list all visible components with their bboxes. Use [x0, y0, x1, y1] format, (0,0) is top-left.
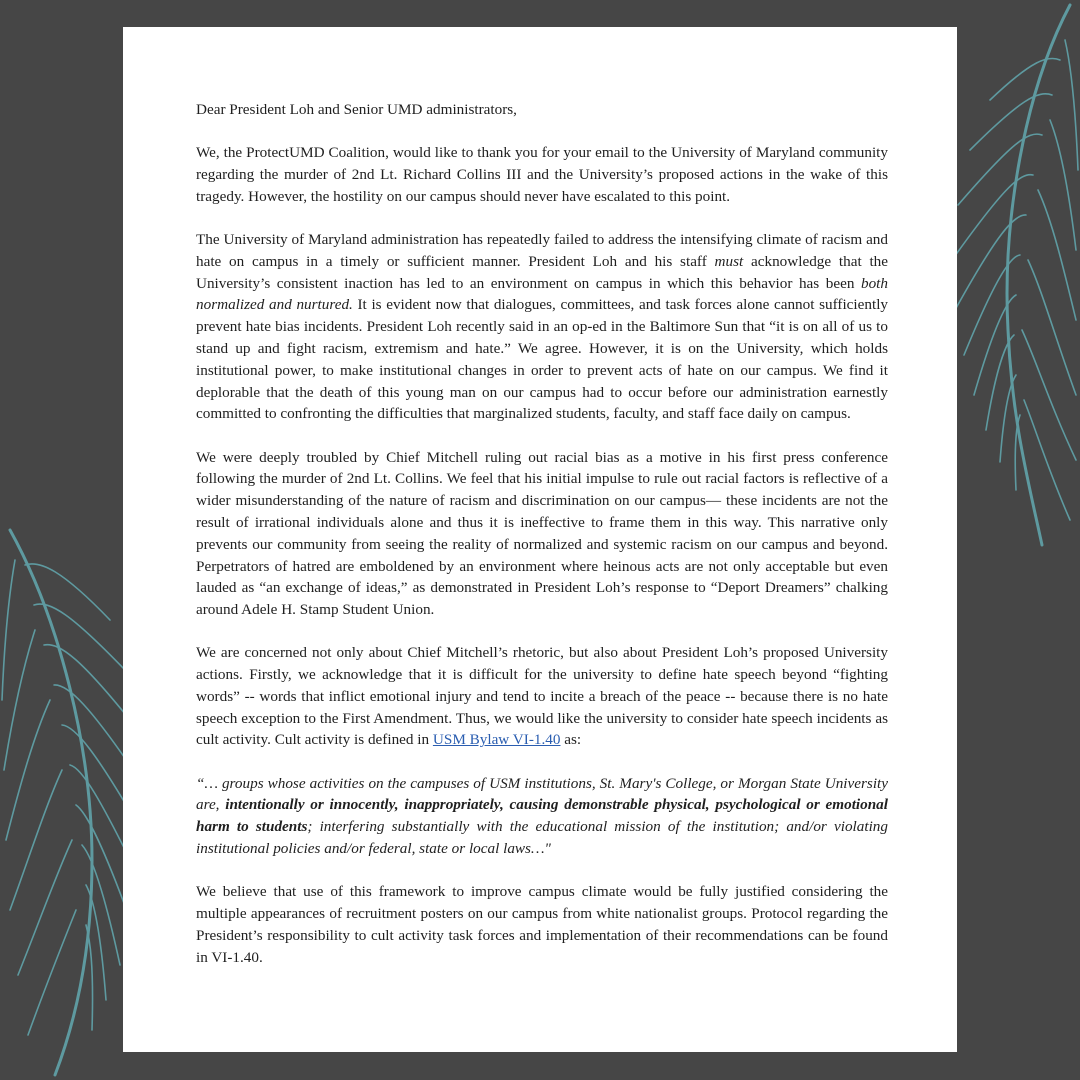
- quote-bold-text: intentionally or innocently, inappropriately, causing demonstrable physical, psychological or emotional harm to students: [196, 796, 889, 836]
- paragraph-4-text-a: We are concerned not only about Chief Mitchell’s rhetoric, but also about President Loh’s proposed University actions. Firstly, we acknowledge that it is difficult for the university to define hate speech beyond “fighting words” -- words that inflict emotional injury and tend to incite a breach of the peace -- because there is no hate speech exception to the First Amendment. Thus, we would like the university to consider hate speech incidents as cult activity. Cult activity is defined in: [196, 644, 888, 749]
- letter-greeting: Dear President Loh and Senior UMD administrators,: [196, 101, 517, 118]
- paragraph-2-emphasis-normalized: both normalized and nurtured.: [196, 274, 888, 314]
- letter-paragraph-5: We believe that use of this framework to improve campus climate would be fully justified considering the multiple appearances of recruitment posters on our campus from white nationalist groups. Protocol regarding the President’s responsibility to cult activity task forces and implementation of their recommendations can be found in VI-1.40.: [196, 883, 888, 966]
- bylaw-quote: [196, 773, 888, 860]
- letter-paragraph-1: We, the ProtectUMD Coalition, would like to thank you for your email to the University of Maryland community regarding the murder of 2nd Lt. Richard Collins III and the University’s proposed actions in the wake of this tragedy. However, the hostility on our campus should never have escalated to this point.: [196, 144, 888, 205]
- letter-paragraph-3: We were deeply troubled by Chief Mitchell ruling out racial bias as a motive in his first press conference following the murder of 2nd Lt. Collins. We feel that his initial impulse to rule out racial factors is reflective of a wider misunderstanding of the nature of racism and discrimination on our campus— these incidents are not the result of irrational individuals alone and thus it is ineffective to frame them in this way. This narrative only prevents our community from seeing the reality of normalized and systemic racism on our campus and beyond. Perpetrators of hatred are emboldened by an environment where heinous acts are not only acceptable but even lauded as “an exchange of ideas,” as demonstrated in President Loh’s response to “Deport Dreamers” chalking around Adele H. Stamp Student Union.: [196, 448, 888, 619]
- letter-page: [123, 27, 957, 1052]
- quote-text-a: “… groups whose activities on the campuses of USM institutions, St. Mary's College, or Morgan State University are,: [196, 774, 888, 814]
- usm-bylaw-link[interactable]: USM Bylaw VI-1.40: [432, 731, 561, 749]
- quote-text-b: ; interfering substantially with the educational mission of the institution; and/or violating institutional policies and/or federal, state or local laws…": [196, 818, 888, 858]
- paragraph-2-text-b: acknowledge that the University’s consistent inaction has led to an environment on campus in which this behavior has been: [196, 252, 888, 292]
- paragraph-2-text-a: The University of Maryland administration has repeatedly failed to address the intensifying climate of racism and hate on campus in a timely or sufficient manner. President Loh and his staff: [196, 230, 888, 270]
- paragraph-2-emphasis-must: must: [714, 252, 744, 270]
- paragraph-4-text-b: as:: [560, 731, 582, 749]
- paragraph-2-text-c: It is evident now that dialogues, committees, and task forces alone cannot sufficiently prevent hate bias incidents. President Loh recently said in an op-ed in the Baltimore Sun that “it is on all of us to stand up and fight racism, extremism and hate.” We agree. However, it is on the University, which holds institutional power, to make institutional changes in order to prevent acts of hate on our campus. We find it deplorable that the death of this young man on our campus had to occur before our administration earnestly committed to confronting the difficulties that marginalized students, faculty, and staff face daily on campus.: [196, 296, 889, 423]
- letter-paragraph-4: [196, 642, 888, 751]
- letter-paragraph-2: [196, 229, 888, 425]
